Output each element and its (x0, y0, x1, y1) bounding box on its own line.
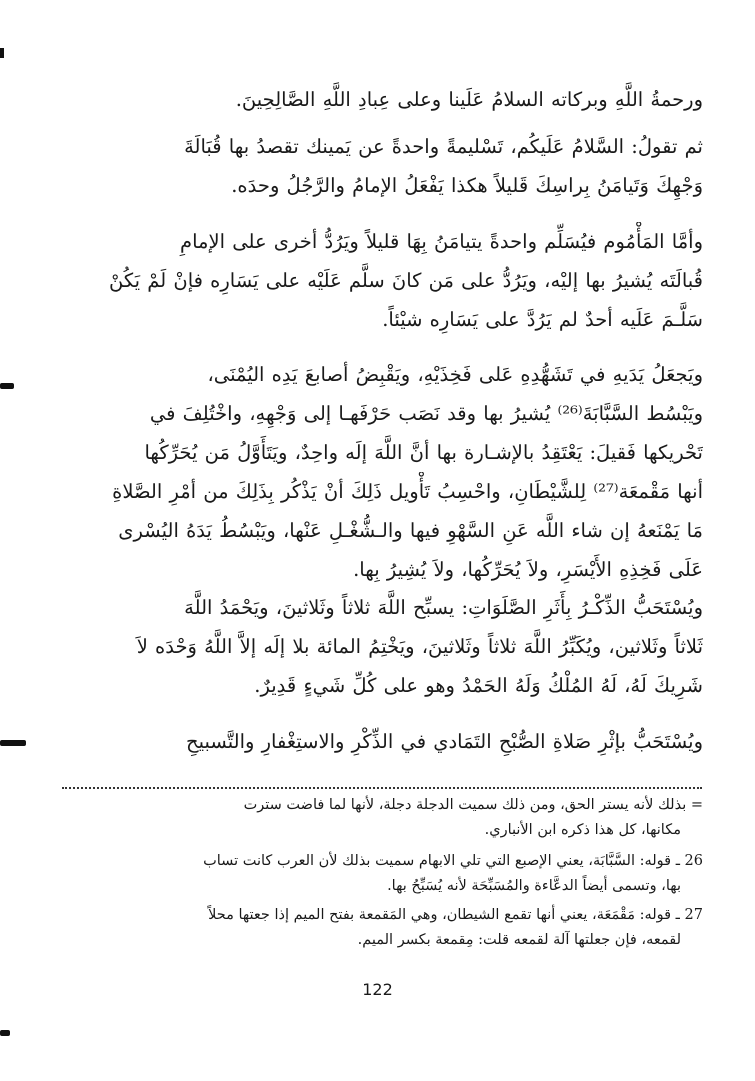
paragraph (48, 222, 703, 339)
text-line: عَلَى فَخِذِهِ الأَيْسَرِ، ولاَ يُحَرِّكُها، ولاَ يُشِيرُ بِها. (353, 558, 703, 581)
text-line: سَلَّـمَ عَلَيه أحدٌ لم يَرُدَّ على يَسَارِه شيْئاً. (382, 308, 703, 331)
paragraph (48, 722, 703, 761)
margin-mark (0, 48, 4, 58)
footnote-line: 26 ـ قوله: السَّبَّابَة، يعني الإصبع التي تلي الابهام سميت بذلك لأن العرب كانت تساب (203, 853, 703, 869)
text-line: ويُسْتَحَبُّ بإثْرِ صَلاةِ الصُّبْحِ التَمَادي في الذِّكْرِ والاستِغْفارِ والتَّسبيحِ (186, 730, 703, 753)
text-line: وَجْهِكَ وَتَيامَنُ بِراسِكَ قَليلاً هكذا يَفْعَلُ الإمامُ والرَّجُلُ وحدَه. (231, 174, 703, 197)
margin-mark (0, 383, 14, 389)
paragraph (48, 355, 703, 589)
footnote-line: = بذلك لأنه يستر الحق، ومن ذلك سميت الدجلة دجلة، لأنها لما فاضت سترت (243, 797, 703, 813)
paragraph (48, 80, 703, 119)
text-line: مَا يَمْنَعهُ إن شاء اللَّه عَنِ السَّهْوِ فيها والـشُّغْـلِ عَنْها، ويَبْسُطُ يَدَهُ اليُسْرى (118, 519, 703, 542)
text-line: ويُسْتَحَبُّ الذِّكْـرُ بِأَثَرِ الصَّلَوَاتِ: يسبِّح اللَّهَ ثلاثاً وثَلاثينَ، ويَحْمَدُ اللَّهَ (184, 596, 703, 619)
margin-mark (0, 1030, 10, 1036)
footnote-line: 27 ـ قوله: مَقْمَعَة، يعني أنها تقمع الشيطان، وهي المَقمعة بفتح الميم إذا جعتها محلاً (208, 907, 703, 923)
text-line: قُبالَتَه يُشيرُ بها إليْه، ويَرُدُّ على مَن كانَ سلَّم عَلَيْه على يَسَارِه فإنْ لَمْ يَكُنْ (109, 269, 703, 292)
footnote (48, 849, 703, 899)
footnote-line: مكانها، كل هذا ذكره ابن الأنباري. (484, 822, 681, 838)
text-line: تَحْريكها فَقيلَ: يَعْتَقِدُ بالإشـارة بها أنَّ اللَّهَ إلَه واحِدٌ، ويَتَأَوَّلُ مَن يُحَرِّكُها (144, 441, 703, 464)
paragraph (48, 127, 703, 205)
margin-mark (0, 740, 26, 746)
text-line: وأمَّا المَأْمُوم فيُسَلِّم واحدةً يتيامَنُ بِهَا قليلاً ويَرُدُّ أخرى على الإمامِ (180, 230, 703, 253)
footnote-separator (62, 787, 702, 789)
text-line: ثم تقولُ: السَّلامُ عَلَيكُم، تَسْليمةً واحدةً عن يَمينك تقصدُ بها قُبَالَةَ (184, 135, 703, 158)
text-line: ويَبْسُط السَّبَّابَةَ⁽²⁶⁾ يُشيرُ بها وقد نَصَب حَرْفَهـا إلى وَجْهِهِ، واخْتُلِفَ في (149, 402, 703, 425)
text-line: ويَجعَلُ يَدَيهِ في تَشَهُّدِهِ عَلى فَخِذَيْهِ، ويَقْبِضُ أصابعَ يَدِه اليُمْنَى، (207, 363, 703, 386)
text-line: أنها مَقْمعَة⁽²⁷⁾ لِلشَّيْطَانِ، واحْسِبُ تَأْويل ذَلِكَ أنْ يَذْكُر بِذَلِكَ من أمْرِ الصَّلاةِ (112, 480, 703, 503)
text-line: ورحمةُ اللَّهِ وبركاته السلامُ عَلَينا وعلى عِبادِ اللَّهِ الصَّالِحِينَ. (235, 88, 703, 111)
text-line: ثَلاثاً وثَلاثين، ويُكَبِّرُ اللَّهَ ثلاثاً وثَلاثينَ، ويَخْتِمُ المائة بلا إلَه إلاَّ اللَّهُ وَحْدَه لاَ (136, 635, 703, 658)
page-number: 122 (362, 980, 393, 999)
paragraph (48, 588, 703, 705)
footnote-line: لقمعه، فإن جعلتها آلة لقمعه قلت: مِقمعة بكسر الميم. (357, 932, 681, 948)
text-line: شَرِيكَ لَهُ، لَهُ المُلْكُ وَلَهُ الحَمْدُ وهو على كُلِّ شَيءٍ قَدِيرٌ. (254, 674, 703, 697)
footnote (48, 793, 703, 843)
footnote (48, 903, 703, 953)
footnote-line: بها، وتسمى أيضاً الدعَّاءة والمُسَبِّحَة لأنه يُسَبِّحُ بها. (387, 878, 681, 894)
